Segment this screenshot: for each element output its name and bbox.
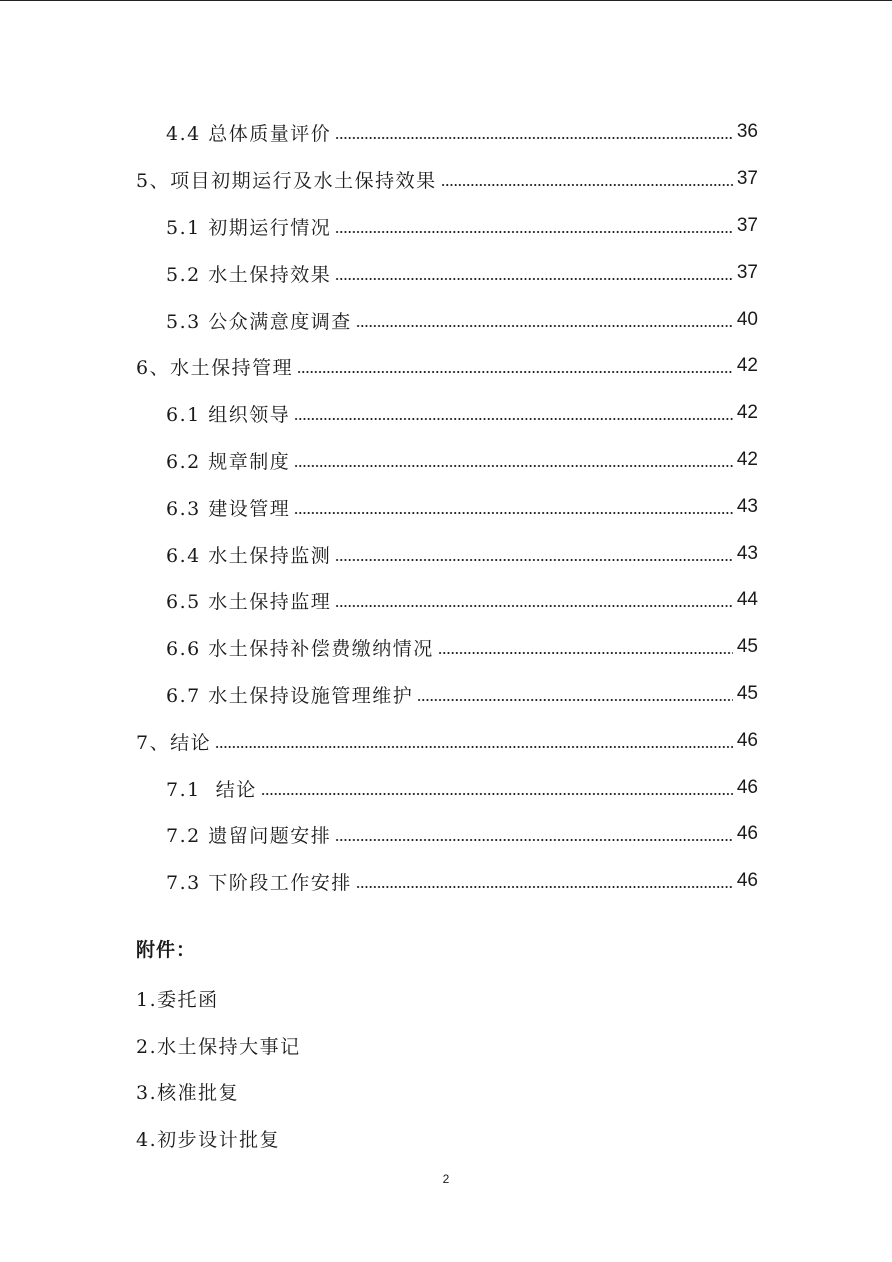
toc-entry-7-2[interactable]	[166, 811, 758, 857]
attachment-item: 4.初步设计批复	[136, 1129, 281, 1151]
dot-leader	[297, 371, 733, 373]
toc-entry-7-3[interactable]	[166, 858, 758, 904]
toc-entry-page: 46	[736, 730, 758, 751]
toc-entry-6-7[interactable]	[166, 671, 758, 717]
toc-entry-page: 46	[736, 777, 758, 798]
page-number: 2	[442, 1172, 450, 1186]
toc-entry-7[interactable]	[136, 718, 758, 764]
toc-entry-page: 45	[736, 636, 758, 657]
page-top-border	[0, 0, 892, 1]
toc-entry-title: 6、水土保持管理	[136, 356, 294, 379]
toc-entry-title: 6.3 建设管理	[166, 497, 291, 520]
toc-entry-title: 6.7 水土保持设施管理维护	[166, 684, 414, 707]
toc-entry-6-3[interactable]	[166, 484, 758, 530]
toc-entry-6-2[interactable]	[166, 437, 758, 483]
dot-leader	[294, 465, 733, 467]
toc-entry-6-5[interactable]	[166, 577, 758, 623]
toc-entry-title: 6.6 水土保持补偿费缴纳情况	[166, 637, 434, 660]
toc-entry-7-1[interactable]	[166, 765, 758, 811]
toc-entry-page: 37	[736, 215, 758, 236]
toc-entry-title: 6.4 水土保持监测	[166, 544, 332, 567]
toc-entry-page: 46	[736, 870, 758, 891]
dot-leader	[294, 418, 733, 420]
toc-entry-title: 7、结论	[136, 731, 212, 754]
toc-entry-5-1[interactable]	[166, 203, 758, 249]
toc-entry-page: 43	[736, 543, 758, 564]
dot-leader	[356, 886, 733, 888]
toc-entry-page: 42	[736, 355, 758, 376]
dot-leader	[294, 512, 733, 514]
toc-entry-5-2[interactable]	[166, 250, 758, 296]
dot-leader	[335, 231, 733, 233]
toc-entry-6-6[interactable]	[166, 624, 758, 670]
dot-leader	[215, 746, 733, 748]
dot-leader	[335, 137, 733, 139]
toc-entry-page: 45	[736, 683, 758, 704]
toc-entry-title: 5.2 水土保持效果	[166, 263, 332, 286]
toc-entry-title: 6.5 水土保持监理	[166, 590, 332, 613]
toc-entry-page: 42	[736, 449, 758, 470]
dot-leader	[356, 325, 733, 327]
dot-leader	[417, 699, 733, 701]
dot-leader	[335, 559, 733, 561]
toc-entry-6-1[interactable]	[166, 390, 758, 436]
dot-leader	[441, 184, 733, 186]
toc-entry-title: 5、项目初期运行及水土保持效果	[136, 169, 437, 192]
attachment-item: 3.核准批复	[136, 1082, 240, 1104]
toc-entry-4-4[interactable]	[166, 109, 758, 155]
dot-leader	[335, 278, 733, 280]
toc-entry-title: 5.3 公众满意度调查	[166, 310, 352, 333]
attachment-item: 2.水土保持大事记	[136, 1036, 301, 1058]
dot-leader	[335, 605, 733, 607]
toc-entry-page: 42	[736, 402, 758, 423]
toc-entry-page: 46	[736, 823, 758, 844]
toc-entry-title: 5.1 初期运行情况	[166, 216, 332, 239]
dot-leader	[438, 652, 733, 654]
toc-entry-title: 6.1 组织领导	[166, 403, 291, 426]
toc-entry-page: 36	[736, 121, 758, 142]
toc-entry-page: 37	[736, 168, 758, 189]
toc-entry-6[interactable]	[136, 343, 758, 389]
attachment-item: 1.委托函	[136, 989, 219, 1011]
toc-entry-5-3[interactable]	[166, 297, 758, 343]
toc-entry-page: 37	[736, 262, 758, 283]
toc-entry-title: 7.2 遗留问题安排	[166, 824, 332, 847]
attachments-heading: 附件：	[136, 939, 197, 961]
toc-entry-6-4[interactable]	[166, 531, 758, 577]
toc-entry-page: 43	[736, 496, 758, 517]
toc-entry-page: 44	[736, 589, 758, 610]
toc-entry-title: 6.2 规章制度	[166, 450, 291, 473]
toc-entry-5[interactable]	[136, 156, 758, 202]
dot-leader	[335, 839, 733, 841]
toc-entry-title: 7.1 结论	[166, 778, 257, 801]
toc-entry-page: 40	[736, 309, 758, 330]
toc-entry-title: 4.4 总体质量评价	[166, 122, 332, 145]
dot-leader	[261, 793, 733, 795]
toc-entry-title: 7.3 下阶段工作安排	[166, 871, 352, 894]
